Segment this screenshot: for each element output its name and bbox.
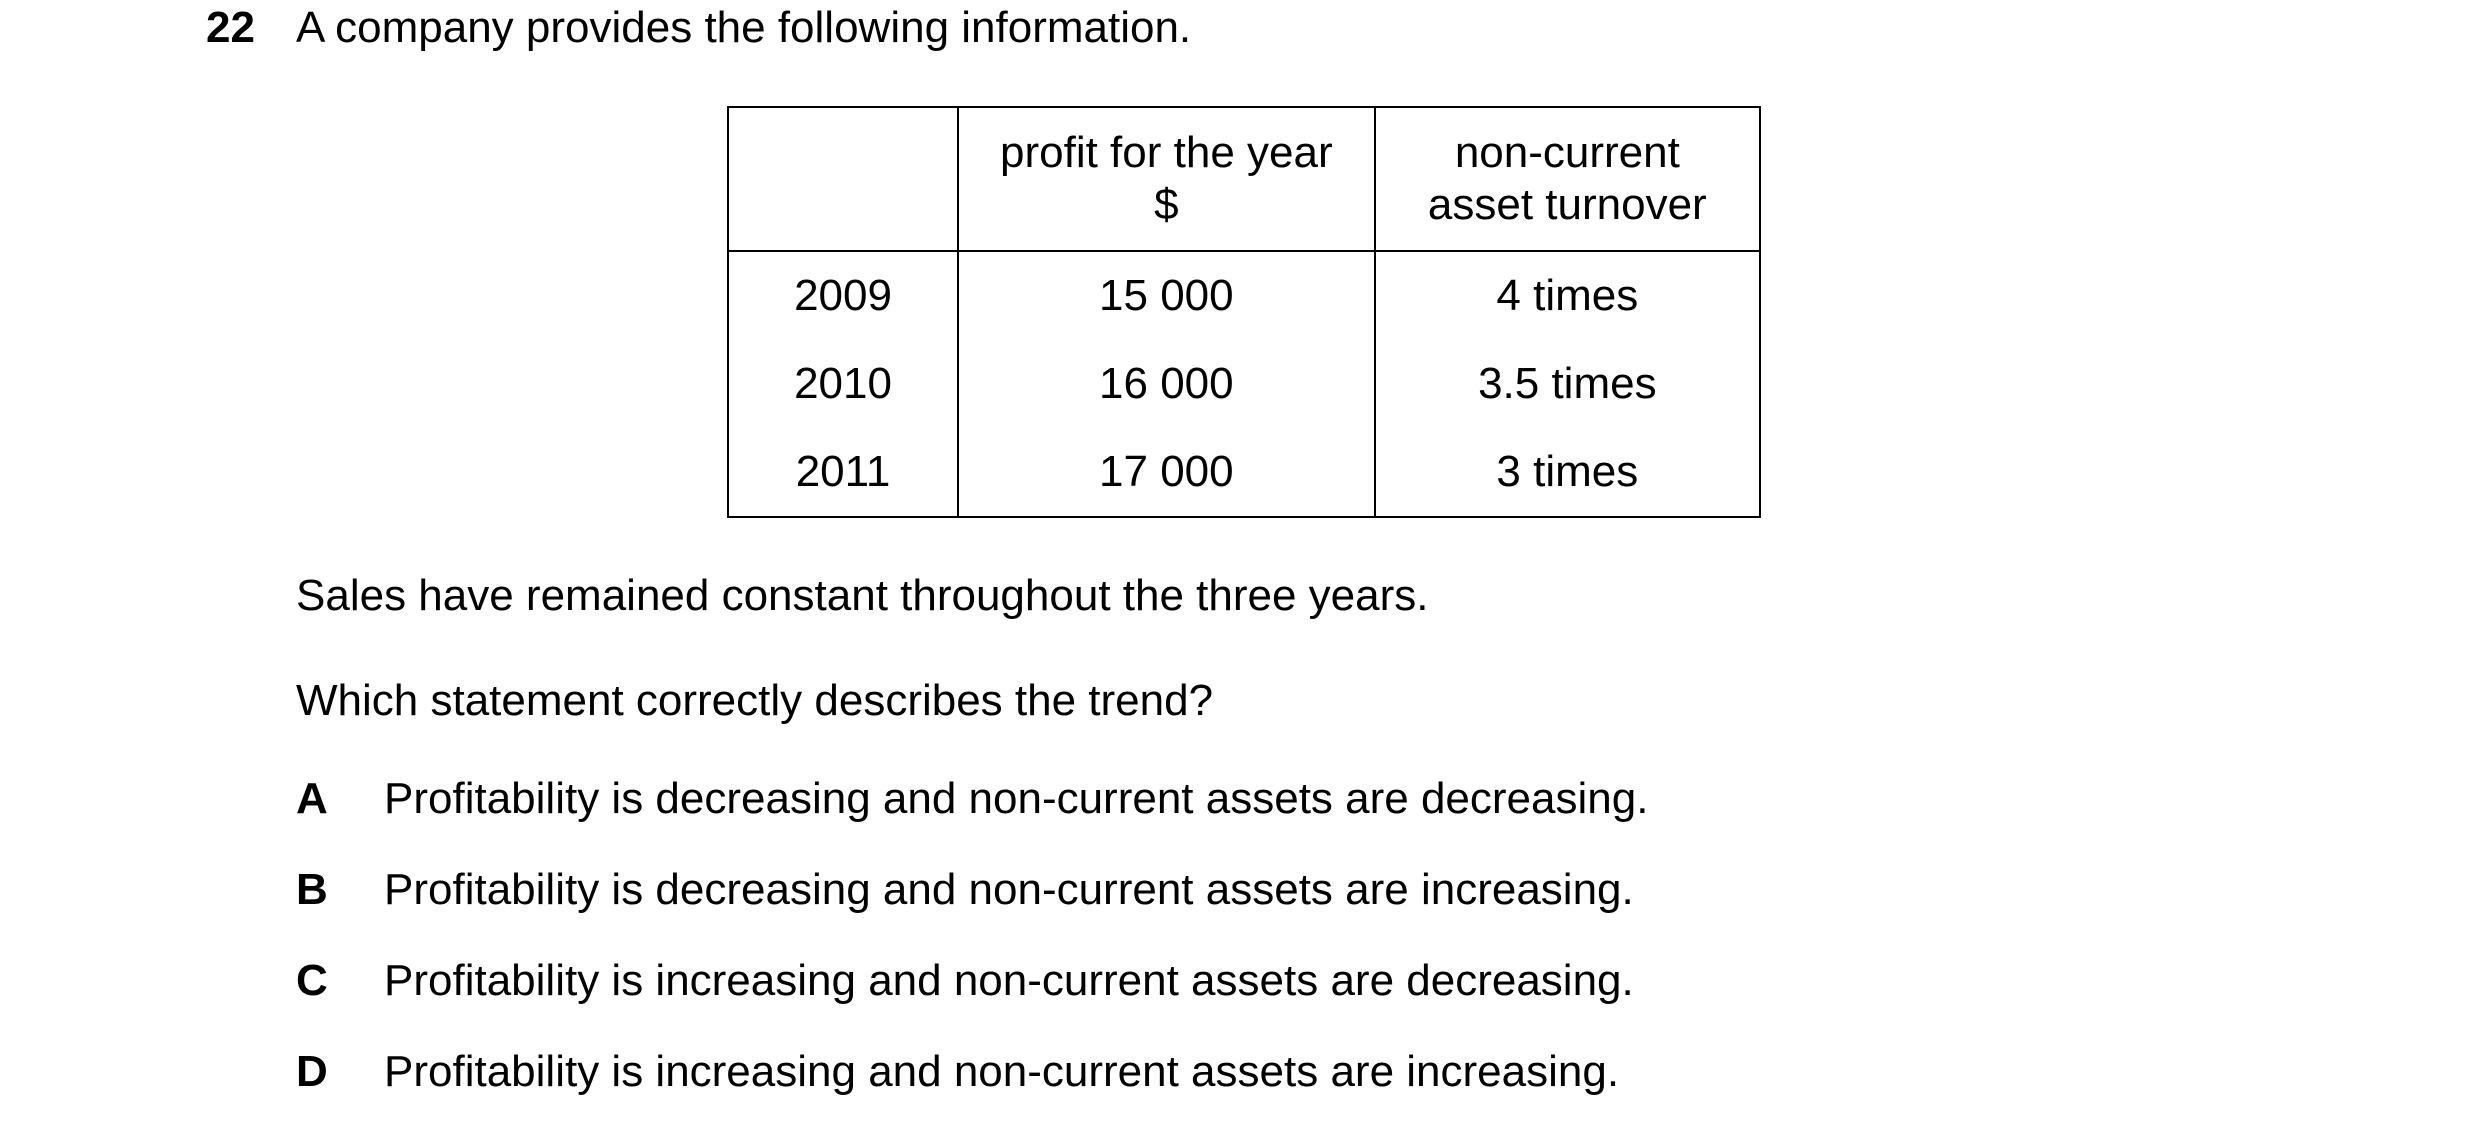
option-letter: B bbox=[296, 865, 328, 914]
question-prompt: Which statement correctly describes the trend? bbox=[296, 676, 1214, 725]
cell-turnover: 4 times bbox=[1375, 251, 1760, 340]
table-row bbox=[728, 251, 1760, 340]
option-d[interactable] bbox=[296, 1044, 1619, 1100]
header-profit-unit: $ bbox=[1154, 180, 1179, 229]
header-turnover-line1: non-current bbox=[1454, 128, 1680, 177]
option-letter: C bbox=[296, 956, 328, 1005]
option-c[interactable] bbox=[296, 953, 1634, 1009]
table-row bbox=[728, 428, 1760, 517]
option-letter: D bbox=[296, 1047, 328, 1096]
option-text: Profitability is decreasing and non-current assets are increasing. bbox=[384, 865, 1634, 914]
question-number: 22 bbox=[206, 3, 255, 52]
header-turnover-line2: asset turnover bbox=[1427, 180, 1707, 229]
cell-turnover: 3 times bbox=[1375, 428, 1760, 517]
option-letter: A bbox=[296, 774, 328, 823]
sales-statement: Sales have remained constant throughout the three years. bbox=[296, 571, 1429, 620]
cell-turnover: 3.5 times bbox=[1375, 340, 1760, 428]
cell-year: 2010 bbox=[728, 340, 958, 428]
cell-profit: 16 000 bbox=[958, 340, 1375, 428]
information-table bbox=[727, 106, 1761, 518]
option-b[interactable] bbox=[296, 862, 1634, 918]
option-a[interactable] bbox=[296, 771, 1648, 827]
header-profit bbox=[958, 107, 1375, 251]
question-stem: A company provides the following information. bbox=[296, 3, 1192, 52]
cell-year: 2011 bbox=[728, 428, 958, 517]
option-text: Profitability is decreasing and non-current assets are decreasing. bbox=[384, 774, 1649, 823]
option-text: Profitability is increasing and non-current assets are decreasing. bbox=[384, 956, 1634, 1005]
header-turnover bbox=[1375, 107, 1760, 251]
header-profit-label: profit for the year bbox=[1000, 128, 1333, 177]
option-text: Profitability is increasing and non-current assets are increasing. bbox=[384, 1047, 1620, 1096]
cell-profit: 17 000 bbox=[958, 428, 1375, 517]
cell-year: 2009 bbox=[728, 251, 958, 340]
cell-profit: 15 000 bbox=[958, 251, 1375, 340]
table-row bbox=[728, 340, 1760, 428]
table-header-row bbox=[728, 107, 1760, 251]
header-year bbox=[728, 107, 958, 251]
